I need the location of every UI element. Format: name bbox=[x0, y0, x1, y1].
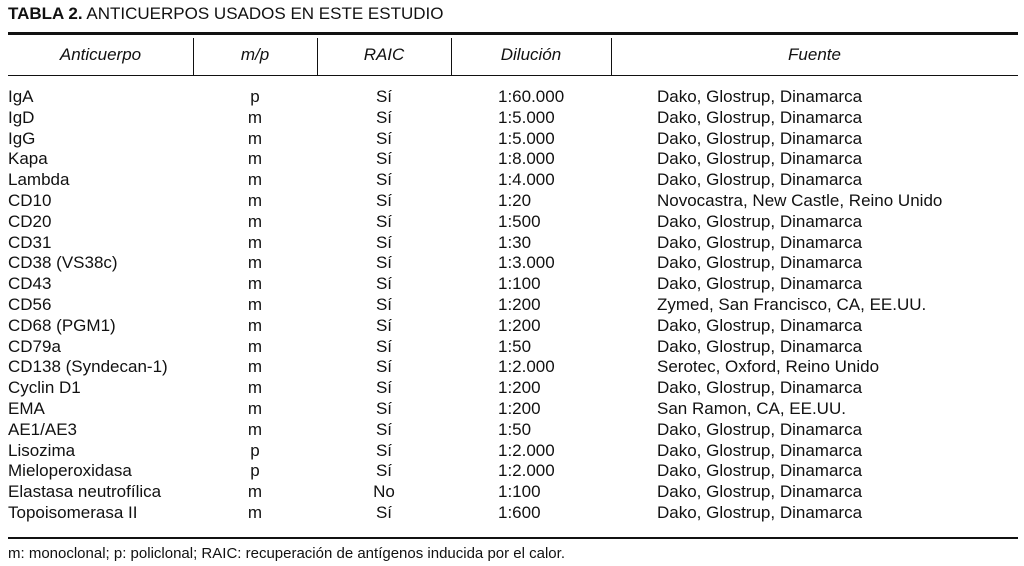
table-row bbox=[8, 295, 1018, 316]
table-row bbox=[8, 253, 1018, 274]
cell-dilution: 1:100 bbox=[498, 482, 541, 502]
table-row bbox=[8, 420, 1018, 441]
cell-antibody: CD20 bbox=[8, 211, 52, 231]
cell-mp: m bbox=[247, 211, 263, 231]
cell-antibody: EMA bbox=[8, 398, 45, 418]
cell-dilution: 1:60.000 bbox=[498, 87, 565, 106]
cell-mp: m bbox=[247, 232, 263, 252]
table-row bbox=[8, 316, 1018, 337]
cell-raic: Sí bbox=[375, 87, 393, 106]
cell-mp: m bbox=[247, 128, 263, 148]
cell-raic: Sí bbox=[375, 419, 393, 439]
header-raic: RAIC bbox=[363, 45, 405, 64]
cell-mp: p bbox=[250, 87, 260, 106]
table-title: ANTICUERPOS USADOS EN ESTE ESTUDIO bbox=[86, 4, 444, 23]
cell-dilution: 1:100 bbox=[498, 274, 541, 294]
cell-antibody: Cyclin D1 bbox=[8, 378, 81, 398]
cell-dilution: 1:2.000 bbox=[498, 357, 555, 377]
table-row bbox=[8, 399, 1018, 420]
cell-mp: m bbox=[247, 378, 263, 398]
cell-dilution: 1:200 bbox=[498, 315, 541, 335]
table-row bbox=[8, 108, 1018, 129]
cell-raic: Sí bbox=[375, 170, 393, 190]
cell-mp: m bbox=[247, 274, 263, 294]
cell-dilution: 1:2.000 bbox=[498, 461, 555, 481]
header-rule bbox=[8, 75, 1018, 76]
cell-dilution: 1:200 bbox=[498, 294, 541, 314]
cell-source: Dako, Glostrup, Dinamarca bbox=[657, 419, 863, 439]
cell-raic: Sí bbox=[375, 232, 393, 252]
cell-mp: m bbox=[247, 502, 263, 522]
cell-raic: Sí bbox=[375, 107, 393, 127]
cell-source: Dako, Glostrup, Dinamarca bbox=[657, 87, 863, 106]
cell-raic: Sí bbox=[375, 294, 393, 314]
cell-source: Dako, Glostrup, Dinamarca bbox=[657, 378, 863, 398]
table-row bbox=[8, 461, 1018, 482]
cell-source: Dako, Glostrup, Dinamarca bbox=[657, 274, 863, 294]
cell-raic: Sí bbox=[375, 378, 393, 398]
cell-dilution: 1:3.000 bbox=[498, 253, 555, 273]
header-antibody: Anticuerpo bbox=[59, 45, 142, 64]
table-row bbox=[8, 378, 1018, 399]
cell-dilution: 1:50 bbox=[498, 419, 532, 439]
table-body bbox=[8, 87, 1018, 524]
cell-raic: Sí bbox=[375, 211, 393, 231]
cell-mp: m bbox=[247, 190, 263, 210]
table-row bbox=[8, 129, 1018, 150]
cell-mp: p bbox=[250, 440, 260, 460]
cell-mp: m bbox=[247, 149, 263, 169]
cell-mp: m bbox=[247, 315, 263, 335]
cell-mp: m bbox=[247, 294, 263, 314]
cell-antibody: Kapa bbox=[8, 149, 48, 169]
cell-antibody: Topoisomerasa II bbox=[8, 502, 138, 522]
cell-source: Dako, Glostrup, Dinamarca bbox=[657, 149, 863, 169]
cell-raic: Sí bbox=[375, 274, 393, 294]
cell-source: Serotec, Oxford, Reino Unido bbox=[657, 357, 880, 377]
cell-antibody: CD43 bbox=[8, 274, 52, 294]
cell-source: Dako, Glostrup, Dinamarca bbox=[657, 170, 863, 190]
table-row bbox=[8, 357, 1018, 378]
table-row bbox=[8, 87, 1018, 108]
cell-antibody: CD31 bbox=[8, 232, 52, 252]
cell-raic: Sí bbox=[375, 398, 393, 418]
cell-antibody: Lambda bbox=[8, 170, 70, 190]
cell-source: San Ramon, CA, EE.UU. bbox=[657, 398, 846, 418]
cell-source: Dako, Glostrup, Dinamarca bbox=[657, 461, 863, 481]
cell-antibody: CD68 (PGM1) bbox=[8, 315, 116, 335]
table-row bbox=[8, 212, 1018, 233]
cell-raic: No bbox=[373, 482, 395, 502]
cell-source: Zymed, San Francisco, CA, EE.UU. bbox=[657, 294, 927, 314]
table-row bbox=[8, 233, 1018, 254]
cell-dilution: 1:200 bbox=[498, 378, 541, 398]
table-caption bbox=[8, 4, 443, 24]
cell-raic: Sí bbox=[375, 315, 393, 335]
cell-antibody: AE1/AE3 bbox=[8, 419, 77, 439]
cell-source: Dako, Glostrup, Dinamarca bbox=[657, 232, 863, 252]
cell-source: Dako, Glostrup, Dinamarca bbox=[657, 336, 863, 356]
cell-antibody: IgA bbox=[8, 87, 34, 106]
table-row bbox=[8, 170, 1018, 191]
cell-raic: Sí bbox=[375, 190, 393, 210]
cell-antibody: CD138 (Syndecan-1) bbox=[8, 357, 168, 377]
table-row bbox=[8, 149, 1018, 170]
cell-mp: m bbox=[247, 419, 263, 439]
cell-antibody: Elastasa neutrofílica bbox=[8, 482, 162, 502]
cell-antibody: Lisozima bbox=[8, 440, 76, 460]
bottom-rule bbox=[8, 537, 1018, 539]
cell-antibody: IgD bbox=[8, 107, 35, 127]
header-mp: m/p bbox=[240, 45, 270, 64]
cell-mp: m bbox=[247, 357, 263, 377]
table-row bbox=[8, 337, 1018, 358]
cell-source: Dako, Glostrup, Dinamarca bbox=[657, 482, 863, 502]
table-label: TABLA 2. bbox=[8, 4, 83, 23]
table-header bbox=[8, 35, 1018, 75]
cell-raic: Sí bbox=[375, 128, 393, 148]
cell-source: Dako, Glostrup, Dinamarca bbox=[657, 440, 863, 460]
cell-raic: Sí bbox=[375, 357, 393, 377]
header-dilution: Dilución bbox=[500, 45, 562, 64]
cell-antibody: CD56 bbox=[8, 294, 52, 314]
cell-mp: m bbox=[247, 170, 263, 190]
table-row bbox=[8, 441, 1018, 462]
cell-dilution: 1:50 bbox=[498, 336, 532, 356]
cell-antibody: IgG bbox=[8, 128, 36, 148]
cell-mp: m bbox=[247, 482, 263, 502]
cell-raic: Sí bbox=[375, 253, 393, 273]
cell-mp: m bbox=[247, 398, 263, 418]
cell-dilution: 1:500 bbox=[498, 211, 541, 231]
cell-dilution: 1:5.000 bbox=[498, 107, 555, 127]
cell-source: Dako, Glostrup, Dinamarca bbox=[657, 211, 863, 231]
cell-dilution: 1:8.000 bbox=[498, 149, 555, 169]
table-row bbox=[8, 274, 1018, 295]
cell-raic: Sí bbox=[375, 440, 393, 460]
cell-mp: m bbox=[247, 336, 263, 356]
cell-source: Dako, Glostrup, Dinamarca bbox=[657, 128, 863, 148]
cell-raic: Sí bbox=[375, 336, 393, 356]
cell-dilution: 1:5.000 bbox=[498, 128, 555, 148]
cell-dilution: 1:2.000 bbox=[498, 440, 555, 460]
cell-source: Dako, Glostrup, Dinamarca bbox=[657, 253, 863, 273]
table-footnote: m: monoclonal; p: policlonal; RAIC: recuperación de antígenos inducida por el calor. bbox=[8, 545, 565, 562]
cell-mp: m bbox=[247, 253, 263, 273]
cell-raic: Sí bbox=[375, 461, 393, 481]
cell-antibody: CD79a bbox=[8, 336, 61, 356]
cell-source: Novocastra, New Castle, Reino Unido bbox=[657, 190, 943, 210]
cell-antibody: CD10 bbox=[8, 190, 52, 210]
table-row bbox=[8, 503, 1018, 524]
cell-dilution: 1:200 bbox=[498, 398, 541, 418]
cell-source: Dako, Glostrup, Dinamarca bbox=[657, 107, 863, 127]
table-row bbox=[8, 191, 1018, 212]
cell-dilution: 1:600 bbox=[498, 502, 541, 522]
cell-raic: Sí bbox=[375, 149, 393, 169]
cell-raic: Sí bbox=[375, 502, 393, 522]
table-row bbox=[8, 482, 1018, 503]
header-source: Fuente bbox=[788, 45, 841, 64]
cell-mp: p bbox=[250, 461, 260, 481]
cell-source: Dako, Glostrup, Dinamarca bbox=[657, 315, 863, 335]
cell-dilution: 1:4.000 bbox=[498, 170, 555, 190]
cell-antibody: CD38 (VS38c) bbox=[8, 253, 118, 273]
cell-dilution: 1:30 bbox=[498, 232, 532, 252]
cell-mp: m bbox=[247, 107, 263, 127]
cell-dilution: 1:20 bbox=[498, 190, 532, 210]
cell-antibody: Mieloperoxidasa bbox=[8, 461, 132, 481]
cell-source: Dako, Glostrup, Dinamarca bbox=[657, 502, 863, 522]
